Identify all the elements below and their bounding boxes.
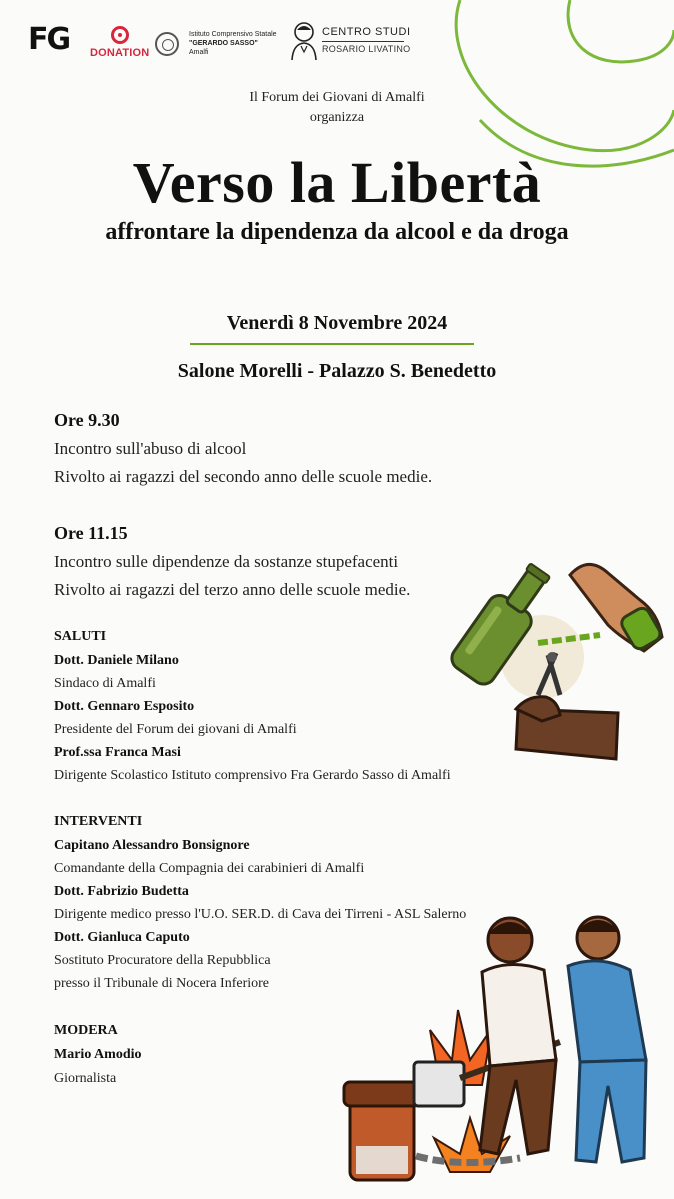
italian-emblem-icon [155,32,179,56]
session-audience: Rivolto ai ragazzi del secondo anno delle scuole medie. [54,467,433,486]
centro-studi-logo [290,18,410,64]
session-time: Ore 11.15 [54,523,128,543]
saluti-heading: SALUTI [54,629,107,644]
school-logo-line1: Istituto Comprensivo Statale [189,31,277,38]
person-role-continued: presso il Tribunale di Nocera Inferiore [54,976,269,991]
event-date: Venerdì 8 Novembre 2024 [226,312,448,334]
person-role: Dirigente Scolastico Istituto comprensivo Fra Gerardo Sasso di Amalfi [54,768,451,783]
session-time: Ore 9.30 [54,410,120,430]
person-name: Capitano Alessandro Bonsignore [54,838,250,853]
session-audience: Rivolto ai ragazzi del terzo anno delle scuole medie. [54,580,411,599]
moderator-name: Mario Amodio [54,1047,142,1062]
person-name: Dott. Daniele Milano [54,653,179,668]
person-role: Sostituto Procuratore della Repubblica [54,953,271,968]
session-title: Incontro sulle dipendenze da sostanze stupefacenti [54,552,399,571]
moderator-role: Giornalista [54,1071,117,1086]
person-name: Dott. Gianluca Caputo [54,930,190,945]
centro-logo-line1: CENTRO STUDI [322,26,411,38]
session-title: Incontro sull'abuso di alcool [54,439,247,458]
organizer-line: Il Forum dei Giovani di Amalfi [249,90,425,105]
bottle-handcuff-illustration [430,545,674,785]
modera-heading: MODERA [54,1023,118,1038]
date-underline [190,343,474,345]
forum-giovani-logo: FG [28,22,70,57]
person-role: Comandante della Compagnia dei carabinieri di Amalfi [54,861,365,876]
portrait-icon [290,20,318,60]
interventi-heading: INTERVENTI [54,814,143,829]
person-role: Dirigente medico presso l'U.O. SER.D. di Cava dei Tirreni - ASL Salerno [54,907,467,922]
donation-logo: DONATION [92,26,150,62]
organizza-line: organizza [309,110,365,125]
person-role: Sindaco di Amalfi [54,676,156,691]
school-logo-line2: "GERARDO SASSO" [189,40,258,47]
person-name: Dott. Fabrizio Budetta [54,884,189,899]
breaking-chains-illustration [330,910,674,1199]
person-role: Presidente del Forum dei giovani di Amalfi [54,722,297,737]
person-name: Prof.ssa Franca Masi [54,745,181,760]
centro-logo-line2: ROSARIO LIVATINO [322,44,411,54]
event-subtitle: affrontare la dipendenza da alcool e da droga [105,219,569,245]
event-venue: Salone Morelli - Palazzo S. Benedetto [177,360,497,382]
event-title: Verso la Libertà [132,150,542,215]
person-name: Dott. Gennaro Esposito [54,699,195,714]
school-logo-line3: Amalfi [189,49,209,56]
donation-mark-icon [111,26,129,44]
school-logo [155,30,295,64]
